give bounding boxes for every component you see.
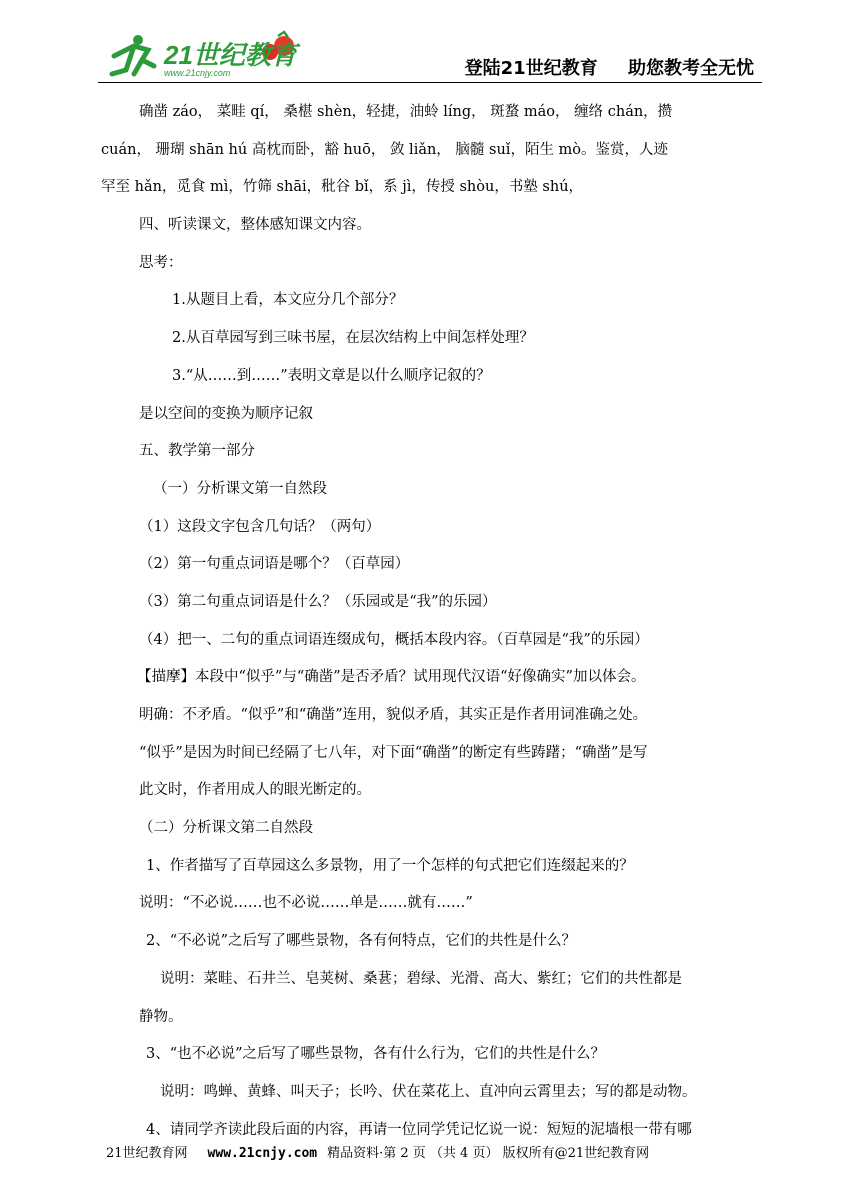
text-line: cuán， 珊瑚 shān hú 高枕而卧，豁 huō， 敛 liǎn， 脑髓 suǐ，陌生 mò。鉴赏，人迹 [101, 141, 669, 158]
question-item: （2）第一句重点词语是哪个？（百草园） [139, 556, 410, 573]
slogan-left[interactable]: 登陆21世纪教育 [464, 58, 598, 79]
footer-site-name: 21世纪教育网 [106, 1146, 188, 1161]
logo-text: 21世纪教育 [164, 40, 297, 70]
question-item: 4、请同学齐读此段后面的内容，再请一位同学凭记忆说一说：短短的泥墙根一带有哪 [146, 1121, 692, 1138]
question-item: 1.从题目上看，本文应分几个部分？ [172, 292, 404, 309]
header-slogan [441, 54, 754, 80]
question-item: 3.“从……到……”表明文章是以什么顺序记叙的？ [172, 367, 491, 384]
logo-url: www.21cnjy.com [164, 68, 231, 78]
text-line: 思考： [139, 254, 183, 271]
text-line: 说明：菜畦、石井兰、皂荚树、桑葚；碧绿、光滑、高大、紫红；它们的共性都是 [160, 970, 682, 987]
document-body [101, 94, 759, 1149]
footer-page-info: 精品资料·第 2 页 （共 4 页） 版权所有@21世纪教育网 [327, 1146, 650, 1161]
site-logo[interactable] [104, 30, 304, 78]
text-line: 明确：不矛盾。“似乎”和“确凿”连用，貌似矛盾，其实正是作者用词准确之处。 [139, 707, 648, 723]
question-item: 3、“也不必说”之后写了哪些景物，各有什么行为，它们的共性是什么？ [146, 1046, 606, 1063]
section-heading: 五、教学第一部分 [139, 443, 255, 460]
text-line: 静物。 [139, 1008, 183, 1025]
slogan-right: 助您教考全无忧 [628, 58, 754, 79]
text-line: 说明：“不必说……也不必说……单是……就有……” [139, 895, 473, 912]
question-item: （1）这段文字包含几句话？（两句） [139, 518, 381, 535]
question-item: 2.从百草园写到三味书屋，在层次结构上中间怎样处理？ [172, 330, 534, 347]
text-line: 此文时，作者用成人的眼光断定的。 [139, 782, 371, 799]
subsection-heading: （一）分析课文第一自然段 [153, 480, 327, 497]
text-line: 是以空间的变换为顺序记叙 [139, 405, 313, 422]
question-item: 1、作者描写了百草园这么多景物，用了一个怎样的句式把它们连缀起来的？ [146, 857, 634, 874]
page-header [98, 30, 762, 83]
footer-site-url[interactable]: www.21cnjy.com [207, 1146, 318, 1161]
question-item: （3）第二句重点词语是什么？（乐园或是“我”的乐园） [139, 593, 497, 610]
section-heading: 四、听读课文，整体感知课文内容。 [139, 217, 371, 234]
text-line: 确凿 záo， 菜畦 qí， 桑椹 shèn，轻捷，油蛉 líng， 斑蝥 máo， 缠络 chán，攒 [139, 104, 673, 120]
text-line: 说明：鸣蝉、黄蜂、叫天子；长吟、伏在菜花上、直冲向云霄里去；写的都是动物。 [160, 1083, 697, 1100]
subsection-heading: （二）分析课文第二自然段 [139, 820, 313, 837]
page-footer [106, 1142, 655, 1161]
runner-icon [112, 35, 154, 74]
question-item: （4）把一、二句的重点词语连缀成句，概括本段内容。（百草园是“我”的乐园） [139, 631, 649, 648]
text-line: 罕至 hǎn，觅食 mì，竹筛 shāi，秕谷 bǐ，系 jì，传授 shòu，书塾 shú， [101, 179, 584, 196]
question-item: 2、“不必说”之后写了哪些景物，各有何特点，它们的共性是什么？ [146, 933, 577, 950]
text-line: “似乎”是因为时间已经隔了七八年，对下面“确凿”的断定有些踌躇；“确凿”是写 [139, 744, 648, 761]
text-line: 【描摩】本段中“似乎”与“确凿”是否矛盾？试用现代汉语“好像确实”加以体会。 [137, 669, 646, 686]
